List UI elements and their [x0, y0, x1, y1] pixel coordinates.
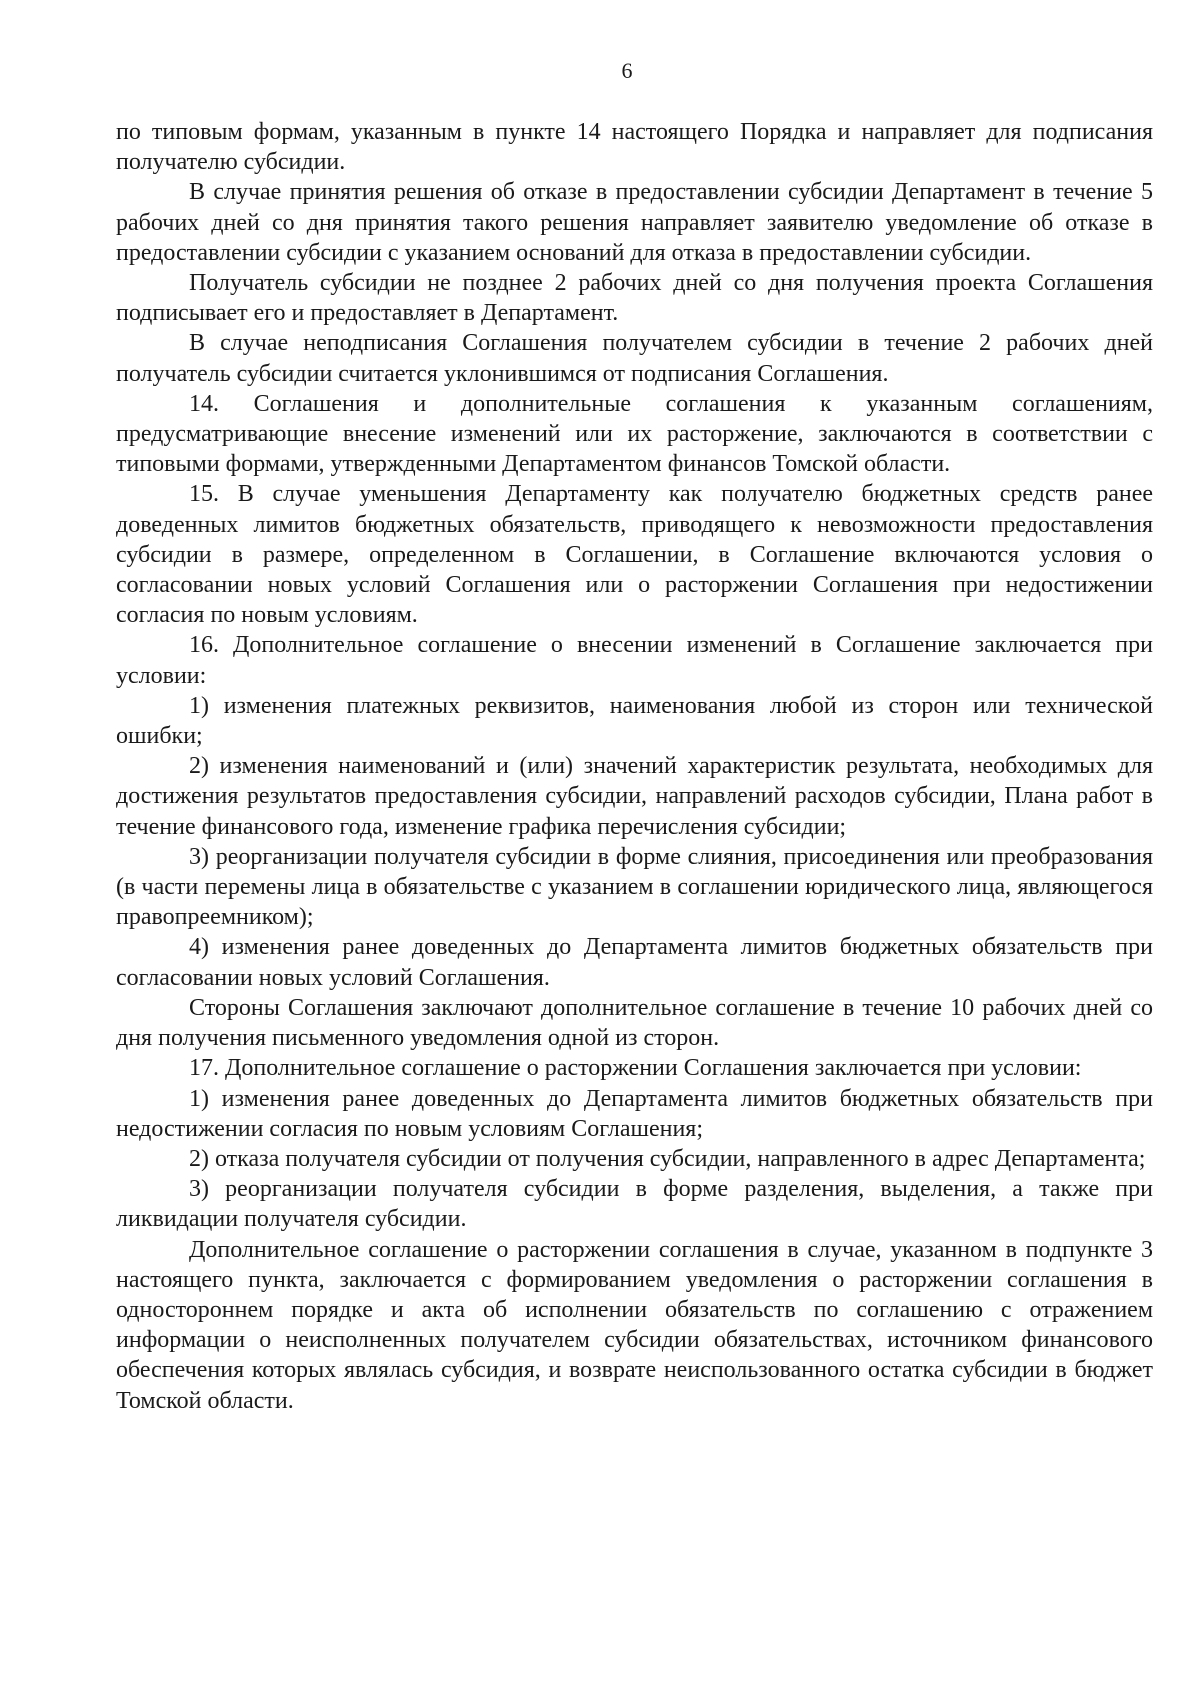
paragraph-item-17: 17. Дополнительное соглашение о расторжении Соглашения заключается при условии: — [189, 1055, 1082, 1082]
subitem: 1) изменения ранее доведенных до Департамента лимитов бюджетных обязательств при недостижении согласия по новым условиям Соглашения; — [116, 1085, 1153, 1142]
paragraph-item-16: 16. Дополнительное соглашение о внесении изменений в Соглашение заключается при условии: — [116, 632, 1153, 689]
paragraph: В случае неподписания Соглашения получателем субсидии в течение 2 рабочих дней получатель субсидии считается уклонившимся от подписания Соглашения. — [116, 330, 1153, 387]
subitem: 2) изменения наименований и (или) значений характеристик результата, необходимых для достижения результатов предоставления субсидии, направлений расходов субсидии, Плана работ в течение финансового года, изменение графика перечисления субсидии; — [116, 753, 1153, 840]
paragraph: Получатель субсидии не позднее 2 рабочих дней со дня получения проекта Соглашения подписывает его и предоставляет в Департамент. — [116, 270, 1153, 327]
paragraph: Стороны Соглашения заключают дополнительное соглашение в течение 10 рабочих дней со дня получения письменного уведомления одной из сторон. — [116, 994, 1153, 1052]
subitem: 4) изменения ранее доведенных до Департамента лимитов бюджетных обязательств при согласовании новых условий Соглашения. — [116, 934, 1153, 991]
paragraph: Дополнительное соглашение о расторжении соглашения в случае, указанном в подпункте 3 настоящего пункта, заключается с формированием уведомления о расторжении соглашения в одностороннем порядке и акта об исполнении обязательств по соглашению с отражением информации о неисполненных получателем субсидии обязательствах, источником финансового обеспечения которых являлась субсидия, и возврате неиспользованного остатка субсидии в бюджет Томской области. — [116, 1236, 1153, 1414]
subitem: 3) реорганизации получателя субсидии в форме разделения, выделения, а также при ликвидации получателя субсидии. — [116, 1176, 1153, 1233]
paragraph: по типовым формам, указанным в пункте 14 настоящего Порядка и направляет для подписания получателю субсидии. — [116, 119, 1153, 176]
paragraph-item-14: 14. Соглашения и дополнительные соглашения к указанным соглашениям, предусматривающие внесение изменений или их расторжение, заключаются в соответствии с типовыми формами, утвержденными Департаментом финансов Томской области. — [116, 390, 1153, 478]
document-body — [116, 117, 1153, 1416]
paragraph: В случае принятия решения об отказе в предоставлении субсидии Департамент в течение 5 рабочих дней со дня принятия такого решения направляет заявителю уведомление об отказе в предоставлении субсидии с указанием оснований для отказа в предоставлении субсидии. — [116, 179, 1153, 266]
subitem: 2) отказа получателя субсидии от получения субсидии, направленного в адрес Департамента; — [189, 1145, 1146, 1172]
subitem: 3) реорганизации получателя субсидии в форме слияния, присоединения или преобразования (в части перемены лица в обязательстве с указанием в соглашении юридического лица, являющегося правопреемником); — [116, 843, 1153, 931]
page-number: 6 — [621, 58, 633, 83]
paragraph-item-15: 15. В случае уменьшения Департаменту как получателю бюджетных средств ранее доведенных лимитов бюджетных обязательств, приводящего к невозможности предоставления субсидии в размере, определенном в Соглашении, в Соглашение включаются условия о согласовании новых условий Соглашения или о расторжении Соглашения при недостижении согласия по новым условиям. — [116, 481, 1153, 629]
subitem: 1) изменения платежных реквизитов, наименования любой из сторон или технической ошибки; — [116, 692, 1153, 750]
